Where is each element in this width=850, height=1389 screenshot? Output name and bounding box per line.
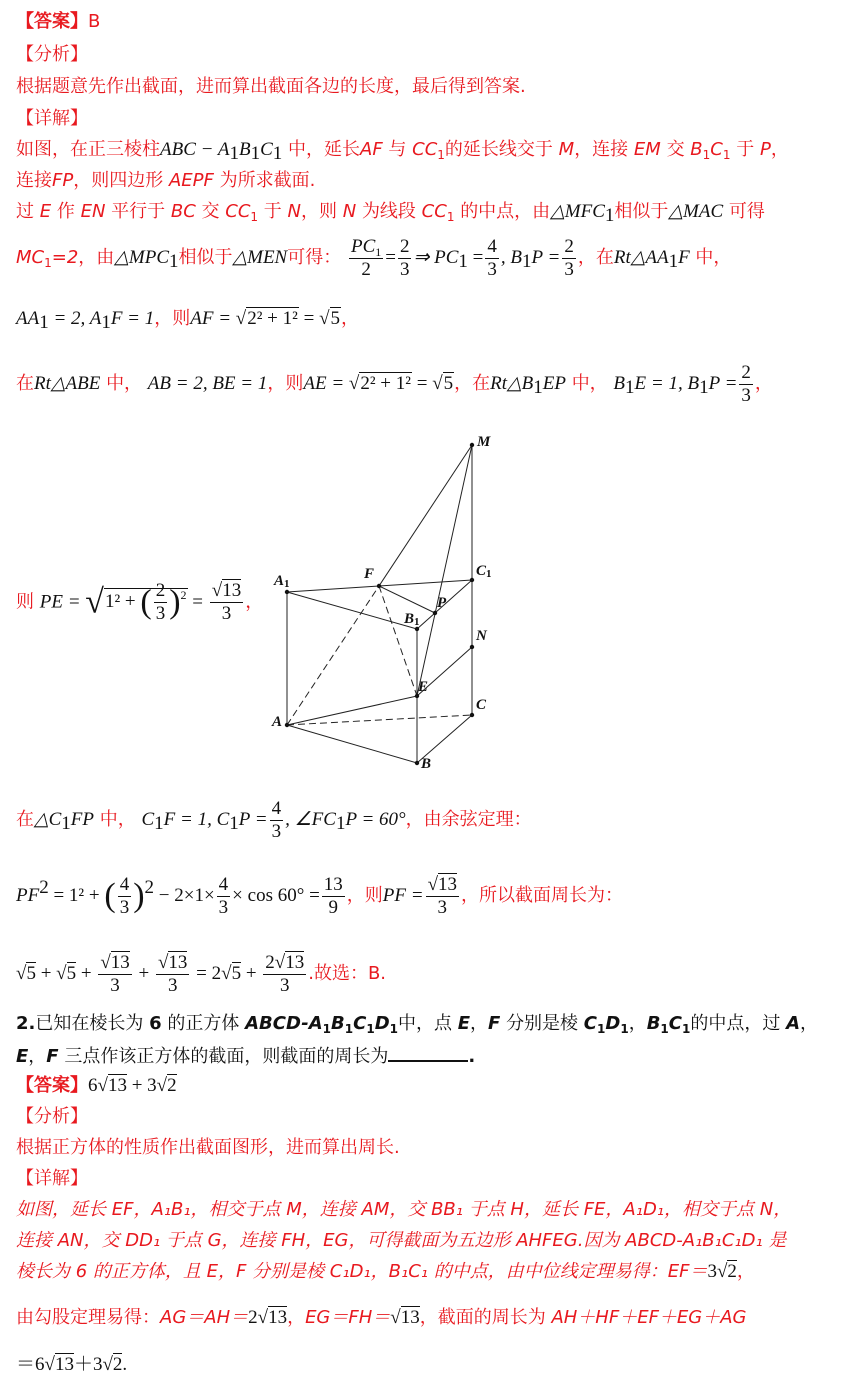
math: C (260, 139, 273, 160)
fraction: $\frac{2}{3}$ (564, 235, 574, 280)
answer-value: B (88, 11, 101, 32)
text: 于 (263, 201, 282, 222)
text: ，由余弦定理： (405, 809, 532, 830)
label-p: P (437, 595, 447, 611)
var: EM (633, 139, 661, 160)
detail-line-3: 过 E 作 EN 平行于 BC 交 $CC_1$ 于 N，则 N 为线段 $CC_1$ 的中点，由$\triangle MFC_1$相似于△MAC 可得 (16, 201, 765, 226)
var: CC (421, 201, 447, 222)
math: △MAC (668, 201, 724, 222)
text: 在 (16, 373, 34, 394)
text: 作 (56, 201, 75, 222)
text: 连接 (16, 170, 52, 191)
fraction: $\frac{PC_1}{2}$ (350, 235, 382, 280)
text: 与 (388, 139, 407, 160)
analysis-text-content: 根据题意先作出截面，进而算出截面各边的长度，最后得到答案. (16, 76, 526, 97)
math: B (238, 139, 251, 160)
text: .故选：B. (308, 963, 387, 984)
text: 平行于 (111, 201, 166, 222)
detail-label-text: 【详解】 (16, 108, 88, 129)
label-n: N (476, 628, 487, 644)
math: △MPC (114, 247, 170, 268)
text: ， (770, 139, 789, 160)
analysis-2-label: 【分析】 (16, 1106, 88, 1127)
text: ，所以截面周长为： (461, 885, 624, 906)
text: 交 (201, 201, 220, 222)
prism-figure (268, 425, 508, 775)
text: ，由 (78, 247, 115, 268)
var: E (39, 201, 52, 222)
detail-line-1: 如图，在正三棱柱ABC − $A_1B_1C_1$ 中，延长AF 与 $CC_1$的延长线交于 M，连接 EM 交 $B_1C_1$ 于 P， (16, 139, 789, 164)
var: N (342, 201, 357, 222)
var: BC (170, 201, 196, 222)
detail-line-4: $MC_1=2$，由$\triangle MPC_1$相似于△MEN可得： $\frac{PC_1}{2}$ = $\frac{2}{3}$ ⇒ $PC_1$ = $\frac{4}{3}$ , $B_1P$ = $\frac{2}{3}$ ，在$Rt\triangle AA_1F$ 中， (16, 235, 732, 280)
analysis-label-text: 【分析】 (16, 44, 88, 65)
analysis-text (16, 74, 526, 100)
label-b1: B1 (404, 611, 420, 628)
label-f: F (364, 566, 375, 582)
var: FP (52, 170, 74, 191)
detail-label (16, 106, 88, 132)
fraction: $\frac{4}{3}$ (487, 235, 497, 280)
analysis-2-text: 根据正方体的性质作出截面图形，进而算出周长. (16, 1137, 400, 1158)
detail-2-line-4: 由勾股定理易得：AG＝AH＝2√13，EG＝FH＝√13，截面的周长为 AH＋HF＋EF＋EG＋AG (16, 1307, 747, 1328)
question-2-line-1: 2.已知在棱长为 6 的正方体 ABCD-$A_1B_1C_1D_1$中，点 E，F 分别是棱 $C_1D_1$，$B_1C_1$的中点，过 A， (16, 1013, 819, 1036)
label-c: C (476, 697, 487, 713)
text: ，则四边形 (73, 170, 164, 191)
text: ，则 (301, 201, 337, 222)
question-2-line-2: E，F 三点作该正方体的截面，则截面的周长为 . (16, 1042, 475, 1070)
analysis-label (16, 42, 88, 68)
var: MC (16, 247, 45, 268)
var: N (287, 201, 301, 222)
text: 相似于 (614, 201, 669, 222)
answer-label: 【答案】 (16, 1075, 88, 1096)
text: 可得 (728, 201, 765, 222)
text: 中， (106, 373, 143, 394)
text: 如图，在正三棱柱 (16, 139, 160, 160)
text: ，则 (267, 373, 304, 394)
text: 相似于 (178, 247, 233, 268)
label-b: B (421, 756, 432, 772)
answer-blank (388, 1042, 468, 1062)
var: M (558, 139, 575, 160)
detail-line-2 (16, 168, 315, 194)
text: 过 (16, 201, 34, 222)
text: 的中点，由 (460, 201, 551, 222)
var: EN (80, 201, 106, 222)
label-e: E (418, 679, 429, 695)
text: 为所求截面. (219, 170, 316, 191)
text: 于 (736, 139, 755, 160)
detail-2-line-2: 连接 AN，交 DD₁ 于点 G，连接 FH，EG，可得截面为五边形 AHFEG.因为 ABCD-A₁B₁C₁D₁ 是 (16, 1230, 787, 1251)
fraction: $\frac{2}{3}$ (399, 235, 410, 280)
text: ，则 (346, 885, 383, 906)
answer-label: 【答案】 (16, 11, 88, 32)
text: 在 (16, 809, 34, 830)
var: P (759, 139, 771, 160)
text: ，则 (154, 308, 191, 329)
text: 则 (16, 591, 34, 613)
var: AF (360, 139, 383, 160)
math: △MFC (550, 201, 605, 222)
var: =2 (51, 247, 79, 268)
detail-line-6: 在Rt△ABE 中， AB = 2, BE = 1，则AE = √2² + 1² = √5，在$Rt\triangle B_1EP$ 中， $B_1E = 1$, $B_1P$ = $\frac{2}{3}$ ， (16, 361, 773, 406)
text: ， (341, 308, 359, 329)
text: 的延长线交于 (444, 139, 553, 160)
detail-2-line-3: 棱长为 6 的正方体，且 E，F 分别是棱 C₁D₁，B₁C₁ 的中点，由中位线定理易得：EF＝3√2， (16, 1261, 755, 1282)
pf-line: $PF^2 = 1^2$ + ( $\frac{4}{3}$ )$^2$ − 2×1× $\frac{4}{3}$ × cos 60° = $\frac{13}{9}$ ，则PF = $\frac{√13}{3}$ ，所以截面周长为： (16, 873, 624, 918)
detail-2-line-1: 如图，延长 EF，A₁B₁，相交于点 M，连接 AM，交 BB₁ 于点 H，延长 FE，A₁D₁，相交于点 N， (16, 1199, 792, 1220)
text: 中， (571, 373, 608, 394)
pe-line: 则 PE = √1² + ( $\frac{2}{3}$ )$^2$ = $\frac{√13}{3}$ ， (16, 579, 264, 625)
perimeter-line: √5 + √5 + $\frac{√13}{3}$ + $\frac{√13}{3}$ = 2√5 + $\frac{2√13}{3}$ .故选：B. (16, 951, 387, 996)
math: △MEN (232, 247, 288, 268)
detail-2-line-5: ＝6√13＋3√2. (16, 1354, 128, 1375)
var: B (690, 139, 703, 160)
text: 中， (99, 809, 136, 830)
text: ， (754, 373, 773, 394)
var: AEPF (168, 170, 214, 191)
label-m: M (477, 434, 491, 450)
text: 可得： (287, 247, 342, 268)
fraction: $\frac{√13}{3}$ (211, 579, 242, 624)
text: ，连接 (574, 139, 629, 160)
var: CC (412, 139, 438, 160)
text: ， (245, 591, 264, 613)
text: 中， (695, 247, 732, 268)
text: 交 (666, 139, 685, 160)
cosine-line: 在$\triangle C_1FP$ 中， $C_1F = 1$, $C_1P$ = $\frac{4}{3}$ , $\angle FC_1P = 60^\circ$，由余弦定理： (16, 797, 532, 842)
text: 为线段 (361, 201, 416, 222)
label-a: A (272, 714, 283, 730)
text: 中，延长 (288, 139, 360, 160)
label-c1: C1 (476, 563, 492, 580)
label-a1: A1 (274, 573, 290, 590)
var: C (710, 139, 723, 160)
text: ，在 (577, 247, 614, 268)
fraction: $\frac{4}{3}$ (271, 797, 282, 842)
math: ABC − A (160, 139, 230, 160)
fraction: $\frac{2}{3}$ (741, 361, 751, 406)
var: CC (225, 201, 251, 222)
answer-row (16, 9, 100, 35)
text: ，在 (454, 373, 491, 394)
answer-2-row: 【答案】6√13 + 3√2 (16, 1075, 177, 1096)
detail-line-5: $AA_1 = 2$, $A_1F = 1$，则AF = √2² + 1² = √5， (16, 308, 359, 333)
detail-2-label: 【详解】 (16, 1168, 88, 1189)
